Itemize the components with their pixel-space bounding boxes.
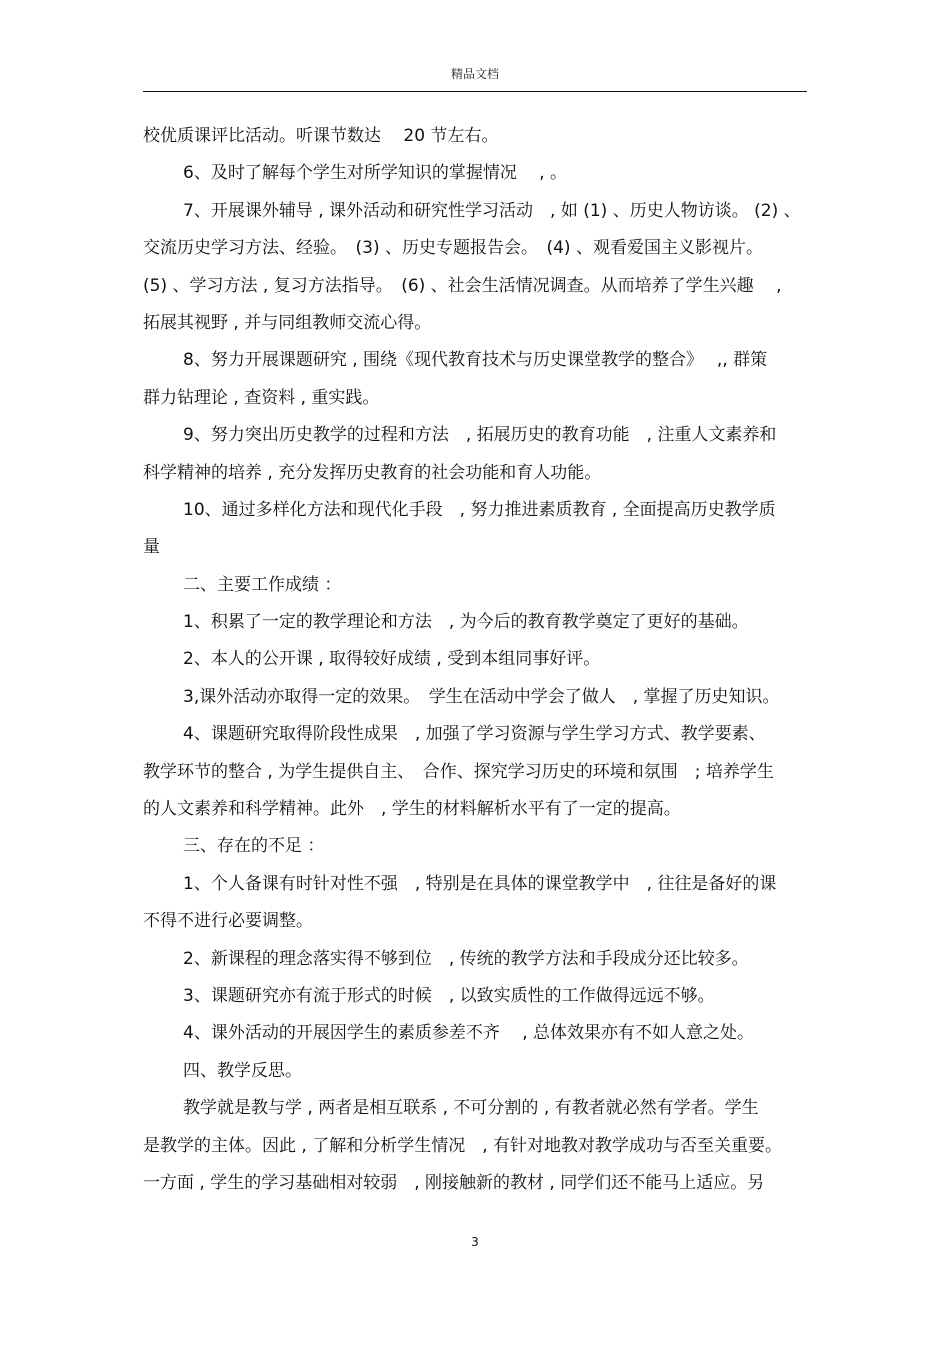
page-header-title: 精品文档: [450, 67, 499, 81]
text-line: 群力钻理论 , 查资料 , 重实践。: [143, 387, 380, 408]
body-text: [143, 118, 807, 1202]
text-line: 校优质课评比活动。听课节数达 20 节左右。: [143, 126, 499, 146]
text-line: 是教学的主体。因此 , 了解和分析学生情况 , 有针对地教对教学成功与否至关重要。: [143, 1135, 783, 1156]
text-line: 科学精神的培养 , 充分发挥历史教育的社会功能和育人功能。: [143, 462, 602, 483]
text-line: 4、课外活动的开展因学生的素质参差不齐 , 总体效果亦有不如人意之处。: [183, 1023, 755, 1044]
section-heading: 四、教学反思。: [183, 1060, 302, 1081]
text-line: 2、本人的公开课 , 取得较好成绩 , 受到本组同事好评。: [183, 649, 601, 670]
text-line: 6、及时了解每个学生对所学知识的掌握情况 , 。: [183, 163, 568, 184]
text-line: 7、开展课外辅导 , 课外活动和研究性学习活动 , 如 (1) 、历史人物访谈。 (2) 、: [183, 200, 801, 221]
text-line: 交流历史学习方法、经验。 (3) 、历史专题报告会。 (4) 、观看爱国主义影视片。: [143, 238, 763, 259]
section-heading: 三、存在的不足 ：: [183, 836, 325, 857]
text-line: 1、个人备课有时针对性不强 , 特别是在具体的课堂教学中 , 往往是备好的课: [183, 873, 777, 894]
text-line: 教学环节的整合 , 为学生提供自主、 合作、探究学习历史的环境和氛围 ; 培养学生: [143, 761, 774, 782]
text-line: 4、课题研究取得阶段性成果 , 加强了学习资源与学生学习方式、教学要素、: [183, 724, 766, 745]
text-line: 3,课外活动亦取得一定的效果。 学生在活动中学会了做人 , 掌握了历史知识。: [183, 686, 780, 707]
text-line: 一方面 , 学生的学习基础相对较弱 , 刚接触新的教材 , 同学们还不能马上适应。另: [143, 1172, 765, 1193]
text-line: 9、努力突出历史教学的过程和方法 , 拓展历史的教育功能 , 注重人文素养和: [183, 425, 777, 446]
text-line: 1、积累了一定的教学理论和方法 , 为今后的教育教学奠定了更好的基础。: [183, 612, 749, 633]
text-line: 2、新课程的理念落实得不够到位 , 传统的教学方法和手段成分还比较多。: [183, 948, 749, 969]
text-line: 教学就是教与学 , 两者是相互联系 , 不可分割的 , 有教者就必然有学者。学生: [183, 1098, 759, 1119]
text-line: 不得不进行必要调整。: [143, 911, 313, 932]
text-line: 8、努力开展课题研究 , 围绕《现代教育技术与历史课堂教学的整合》 ,, 群策: [183, 350, 768, 371]
page-number: 3: [471, 1235, 479, 1249]
text-line: 量: [143, 537, 160, 558]
text-line: (5) 、学习方法 , 复习方法指导。 (6) 、社会生活情况调查。从而培养了学生兴趣 ,: [143, 275, 782, 296]
text-line: 拓展其视野 , 并与同组教师交流心得。: [143, 312, 432, 333]
text-line: 的人文素养和科学精神。此外 , 学生的材料解析水平有了一定的提高。: [143, 799, 681, 820]
section-heading: 二、主要工作成绩 ：: [183, 574, 342, 595]
text-line: 10、通过多样化方法和现代化手段 , 努力推进素质教育 , 全面提高历史教学质: [183, 499, 776, 520]
header-divider: [143, 91, 807, 92]
text-line: 3、课题研究亦有流于形式的时候 , 以致实质性的工作做得远远不够。: [183, 985, 715, 1006]
